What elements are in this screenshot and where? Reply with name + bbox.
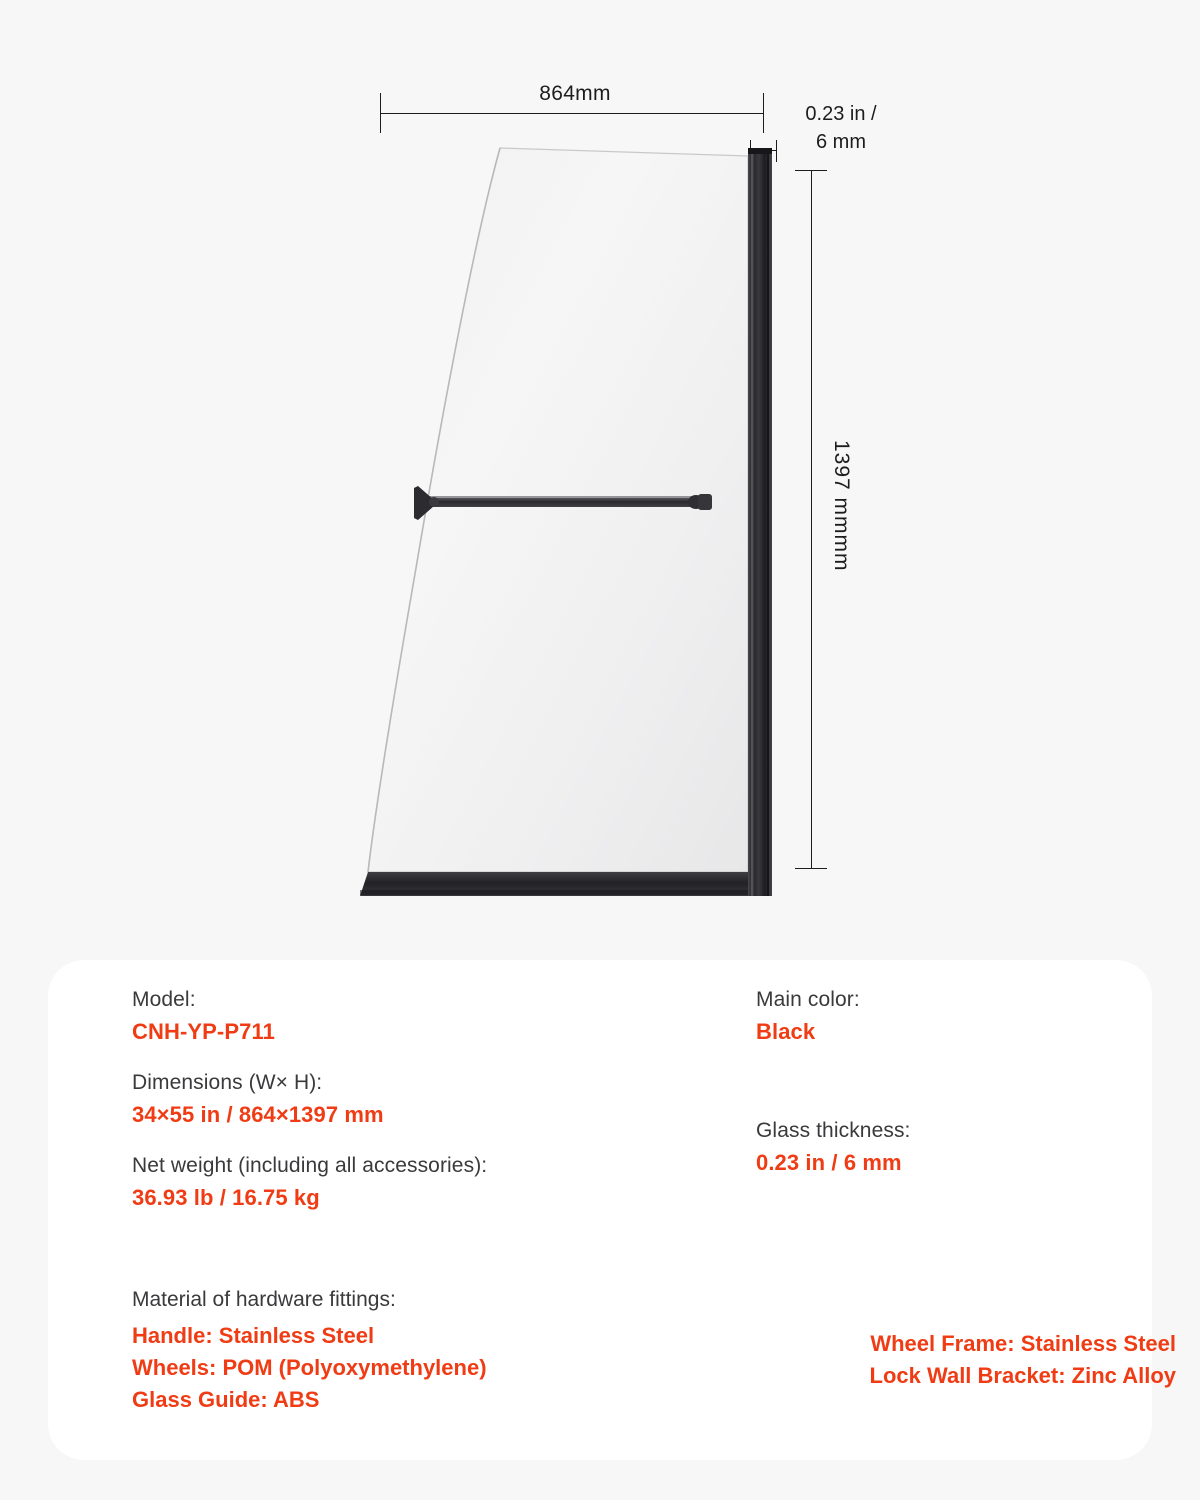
hardware-item-wheel-frame: Wheel Frame: Stainless Steel: [870, 1331, 1176, 1356]
vertical-frame-edge: [767, 148, 769, 896]
spec-field-model: [132, 988, 692, 1045]
spec-value-net-weight: 36.93 lb / 16.75 kg: [132, 1185, 320, 1210]
width-dimension-label: 864mm: [539, 82, 611, 105]
width-dimension-line: [380, 113, 763, 114]
spec-label-main-color: Main color:: [756, 988, 860, 1011]
width-dimension-tick-left: [380, 93, 381, 133]
vertical-frame-highlight: [751, 148, 754, 896]
hardware-materials-label: Material of hardware fittings:: [132, 1288, 396, 1311]
specification-card: [48, 960, 1176, 1460]
hardware-item-lock-wall-bracket: Lock Wall Bracket: Zinc Alloy: [869, 1363, 1176, 1388]
spec-field-dimensions: [132, 1071, 692, 1128]
spec-label-dimensions: Dimensions (W× H):: [132, 1071, 323, 1094]
shower-door-svg: [330, 130, 830, 920]
hardware-materials-right-list: [756, 1328, 1176, 1392]
hardware-item-glass-guide: Glass Guide: ABS: [132, 1387, 320, 1412]
height-dimension-label: 1397 mmmm: [830, 440, 853, 572]
hardware-item-handle: Handle: Stainless Steel: [132, 1323, 375, 1348]
width-dimension-tick-right: [763, 93, 764, 133]
spec-column-right: [756, 988, 1176, 1202]
bottom-rail-shadow: [360, 890, 750, 895]
specification-grid: [48, 960, 1176, 1412]
spec-label-net-weight: Net weight (including all accessories):: [132, 1154, 488, 1177]
spec-column-left: [132, 988, 692, 1237]
hardware-materials-block: [132, 1288, 732, 1416]
spec-value-model: CNH-YP-P711: [132, 1019, 275, 1044]
spec-field-main-color: [756, 988, 1176, 1045]
spec-field-net-weight: [132, 1154, 692, 1211]
shower-door-illustration: [330, 130, 830, 920]
hardware-item-wheels: Wheels: POM (Polyoxymethylene): [132, 1355, 487, 1380]
thickness-label-line-2: 6 mm: [816, 131, 866, 153]
thickness-label-line-1: 0.23 in /: [805, 103, 877, 125]
spec-label-glass-thickness: Glass thickness:: [756, 1119, 911, 1142]
spec-label-model: Model:: [132, 988, 196, 1011]
hardware-materials-left-list: [132, 1320, 732, 1416]
spec-value-main-color: Black: [756, 1019, 816, 1044]
vertical-frame-top-cap: [748, 148, 772, 154]
spec-value-dimensions: 34×55 in / 864×1397 mm: [132, 1102, 384, 1127]
spec-field-glass-thickness: [756, 1119, 1176, 1176]
spec-value-glass-thickness: 0.23 in / 6 mm: [756, 1150, 902, 1175]
